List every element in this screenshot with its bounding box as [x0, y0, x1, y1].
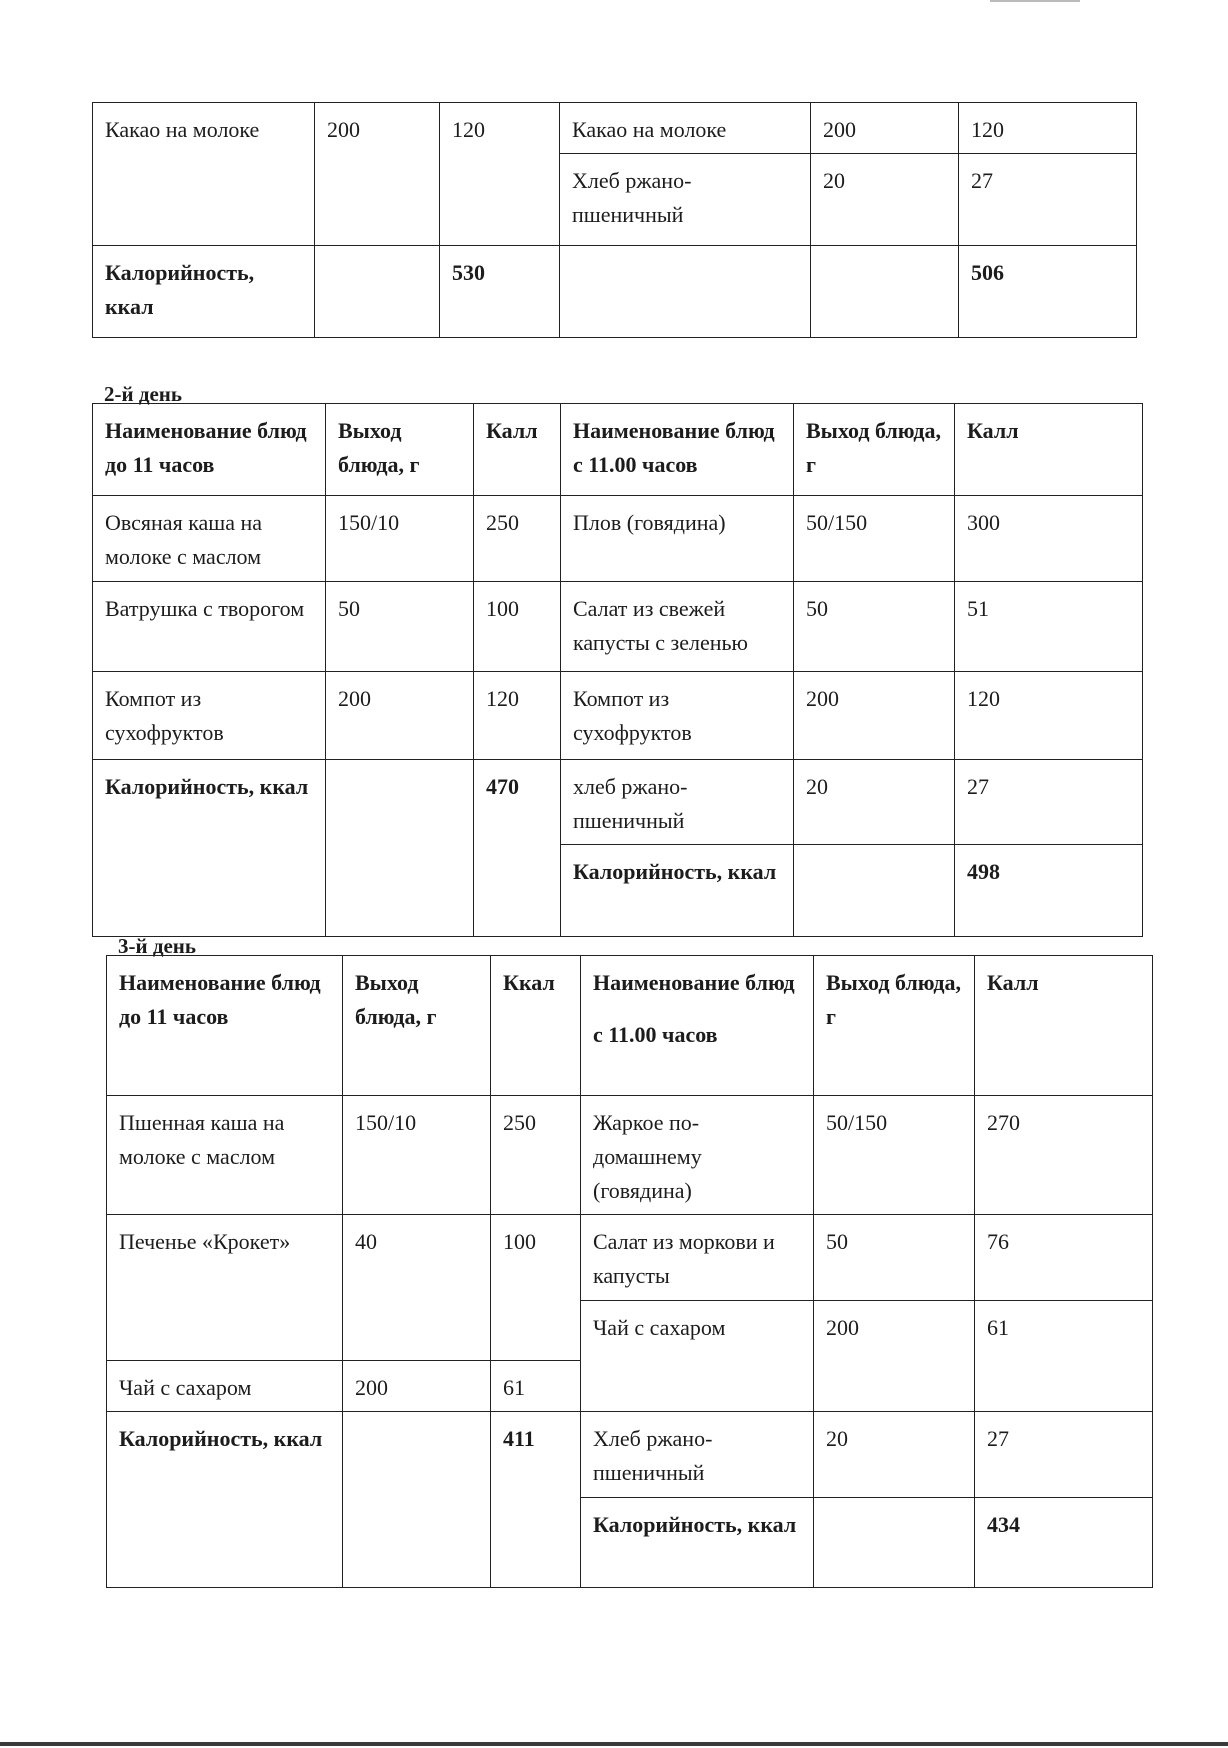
- day2-right-kcal: 300: [955, 496, 1143, 582]
- day2-right-kcal: 51: [955, 582, 1143, 672]
- day3-header-name-left: Наименование блюд до 11 часов: [107, 956, 343, 1096]
- day2-right-kcal: 27: [955, 760, 1143, 845]
- day3-total-right: 434: [975, 1498, 1153, 1588]
- day3-left-kcal: 61: [491, 1361, 581, 1412]
- day2-right-dish: Компот из сухофруктов: [561, 672, 794, 760]
- day2-left-kcal: 100: [474, 582, 561, 672]
- day2-left-dish: Овсяная каша на молоке с маслом: [93, 496, 326, 582]
- day3-header-portion-left: Выход блюда, г: [343, 956, 491, 1096]
- day3-header-portion-right: Выход блюда, г: [814, 956, 975, 1096]
- day2-header-portion-right: Выход блюда, г: [794, 404, 955, 496]
- day3-header-kcal-left: Ккал: [491, 956, 581, 1096]
- day1-total-right: 506: [959, 246, 1137, 338]
- day2-left-kcal: 120: [474, 672, 561, 760]
- day3-left-portion: 150/10: [343, 1096, 491, 1215]
- day2-header-kcal-left: Калл: [474, 404, 561, 496]
- day2-title: 2-й день: [104, 382, 182, 406]
- day2-empty-cell: [794, 845, 955, 937]
- day1-left-portion: 200: [315, 103, 440, 246]
- day1-table: [92, 102, 1137, 338]
- day1-left-kcal: 120: [440, 103, 560, 246]
- day2-left-dish: Ватрушка с творогом: [93, 582, 326, 672]
- day3-right-kcal: 61: [975, 1301, 1153, 1412]
- day1-right-portion: 20: [811, 154, 959, 246]
- day1-right-kcal: 120: [959, 103, 1137, 154]
- day2-right-portion: 50: [794, 582, 955, 672]
- day3-empty-cell: [343, 1412, 491, 1588]
- day3-left-kcal: 100: [491, 1215, 581, 1361]
- day3-total-label-right: Калорийность, ккал: [581, 1498, 814, 1588]
- day2-left-portion: 50: [326, 582, 474, 672]
- day3-right-kcal: 27: [975, 1412, 1153, 1498]
- day3-total-label: Калорийность, ккал: [107, 1412, 343, 1588]
- day2-header-portion-left: Выход блюда, г: [326, 404, 474, 496]
- day3-right-dish: Салат из моркови и капусты: [581, 1215, 814, 1301]
- day3-left-dish: Пшенная каша на молоке с маслом: [107, 1096, 343, 1215]
- day2-table: [92, 403, 1143, 937]
- day3-right-dish: Жаркое по-домашнему (говядина): [581, 1096, 814, 1215]
- day1-empty-cell: [315, 246, 440, 338]
- day3-right-portion: 200: [814, 1301, 975, 1412]
- day3-right-portion: 50/150: [814, 1096, 975, 1215]
- day3-right-portion: 20: [814, 1412, 975, 1498]
- day3-left-kcal: 250: [491, 1096, 581, 1215]
- day3-left-dish: Чай с сахаром: [107, 1361, 343, 1412]
- day3-header-name-right: [581, 956, 814, 1096]
- day2-total-left: 470: [474, 760, 561, 937]
- day3-title: 3-й день: [118, 934, 196, 958]
- scan-edge: [0, 1742, 1228, 1746]
- day2-left-dish: Компот из сухофруктов: [93, 672, 326, 760]
- day3-header-name-right-line2: с 11.00 часов: [593, 1022, 718, 1048]
- day2-right-portion: 200: [794, 672, 955, 760]
- day1-left-dish: Какао на молоке: [93, 103, 315, 246]
- day2-right-portion: 20: [794, 760, 955, 845]
- day3-left-dish: Печенье «Крокет»: [107, 1215, 343, 1361]
- day2-right-dish: Плов (говядина): [561, 496, 794, 582]
- day2-empty-cell: [326, 760, 474, 937]
- day3-right-dish: Хлеб ржано-пшеничный: [581, 1412, 814, 1498]
- day2-right-dish: Салат из свежей капусты с зеленью: [561, 582, 794, 672]
- day1-total-left: 530: [440, 246, 560, 338]
- day2-header-kcal-right: Калл: [955, 404, 1143, 496]
- day3-right-kcal: 270: [975, 1096, 1153, 1215]
- day1-right-dish: Какао на молоке: [560, 103, 811, 154]
- day2-header-name-left: Наименование блюд до 11 часов: [93, 404, 326, 496]
- day1-empty-cell: [560, 246, 811, 338]
- scan-mark: [990, 0, 1080, 2]
- day3-empty-cell: [814, 1498, 975, 1588]
- day2-left-kcal: 250: [474, 496, 561, 582]
- day3-left-portion: 40: [343, 1215, 491, 1361]
- day1-right-dish: Хлеб ржано-пшеничный: [560, 154, 811, 246]
- day3-right-portion: 50: [814, 1215, 975, 1301]
- day2-header-name-right: Наименование блюд с 11.00 часов: [561, 404, 794, 496]
- day3-right-kcal: 76: [975, 1215, 1153, 1301]
- day3-total-left: 411: [491, 1412, 581, 1588]
- day2-total-right: 498: [955, 845, 1143, 937]
- day1-empty-cell: [811, 246, 959, 338]
- day1-right-portion: 200: [811, 103, 959, 154]
- day3-right-dish: Чай с сахаром: [581, 1301, 814, 1412]
- day2-left-portion: 150/10: [326, 496, 474, 582]
- day3-left-portion: 200: [343, 1361, 491, 1412]
- day2-right-kcal: 120: [955, 672, 1143, 760]
- day2-right-dish: хлеб ржано-пшеничный: [561, 760, 794, 845]
- day2-left-portion: 200: [326, 672, 474, 760]
- day2-total-label-right: Калорийность, ккал: [561, 845, 794, 937]
- day1-total-label: Калорийность, ккал: [93, 246, 315, 338]
- day2-total-label: Калорийность, ккал: [93, 760, 326, 937]
- day3-table: [106, 955, 1153, 1588]
- day2-right-portion: 50/150: [794, 496, 955, 582]
- day1-right-kcal: 27: [959, 154, 1137, 246]
- day3-header-kcal-right: Калл: [975, 956, 1153, 1096]
- day3-header-name-right-line1: Наименование блюд: [593, 970, 795, 995]
